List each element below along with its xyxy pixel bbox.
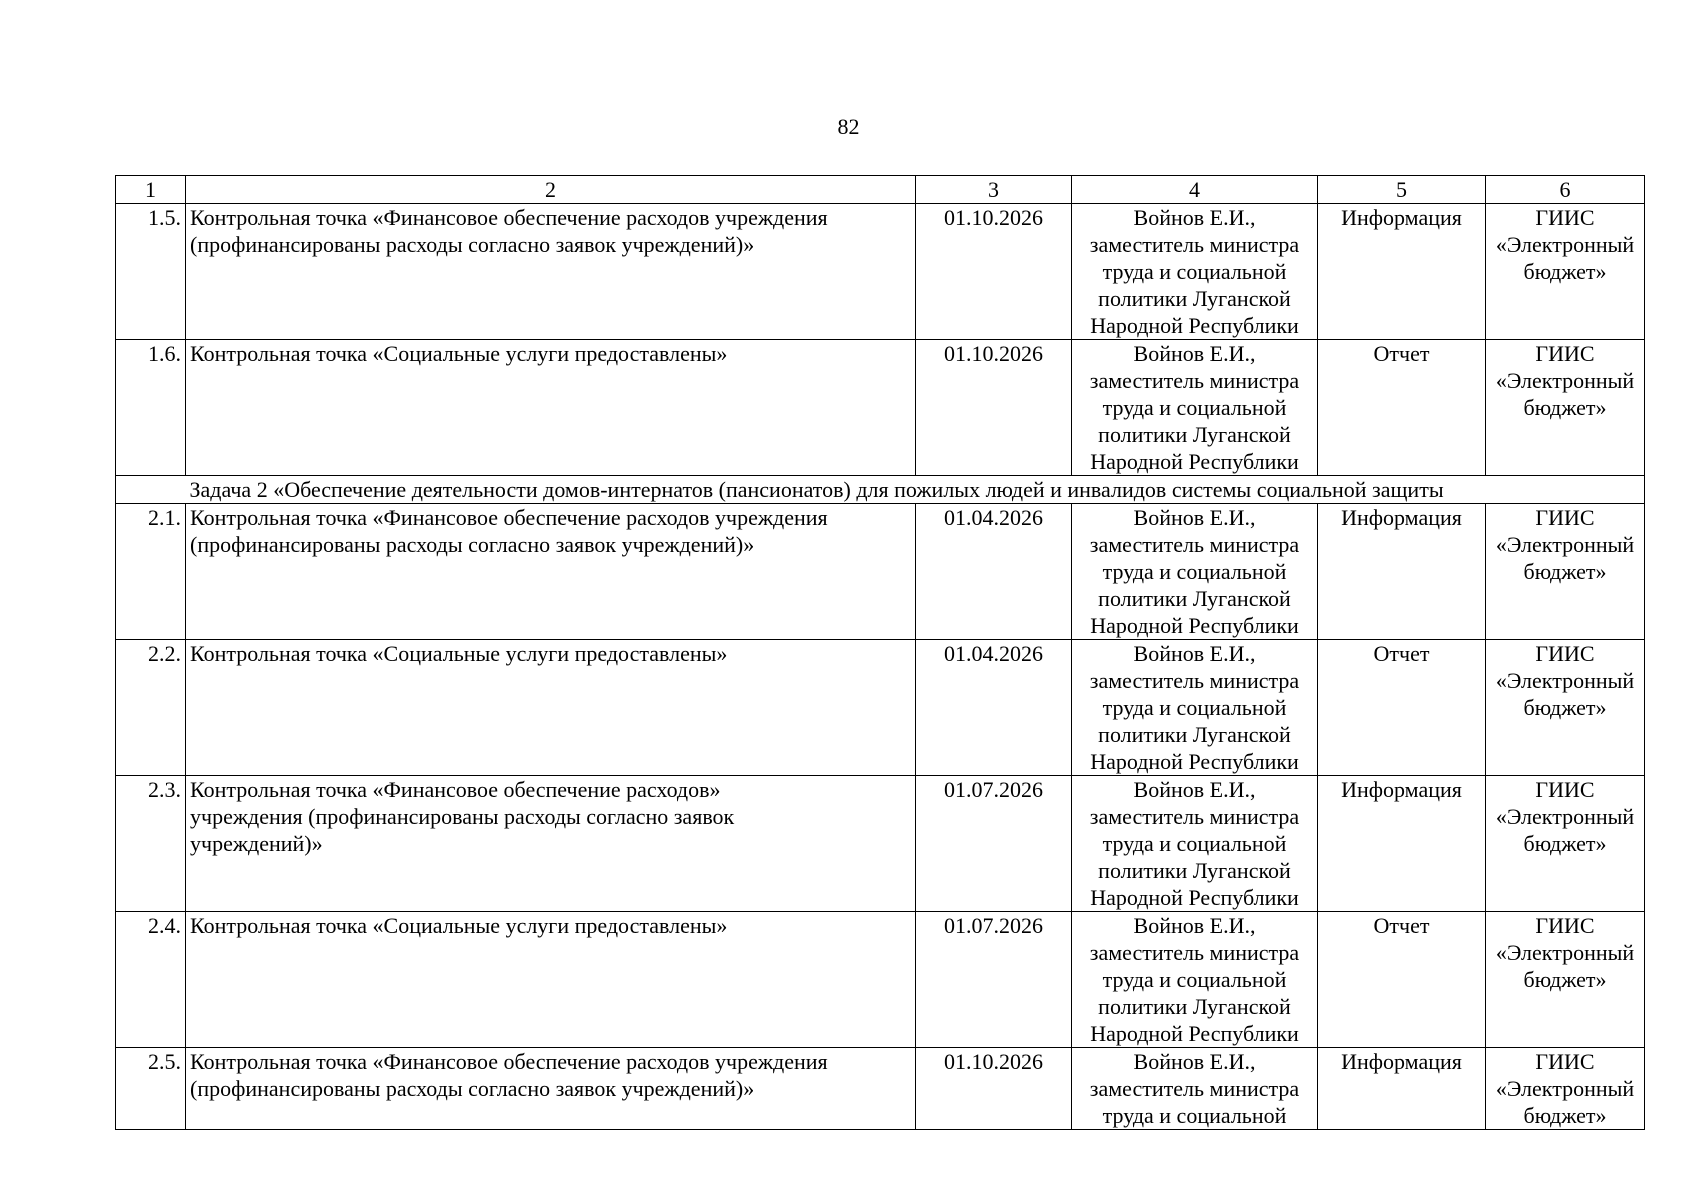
document-type: Отчет — [1318, 912, 1486, 1048]
responsible-person-line: Народной Республики — [1090, 313, 1299, 338]
responsible-person-line: Народной Республики — [1090, 613, 1299, 638]
deadline-date: 01.07.2026 — [916, 912, 1072, 1048]
table-row — [116, 1048, 1645, 1130]
responsible-person-line: политики Луганской — [1098, 586, 1291, 611]
table-row — [116, 912, 1645, 1048]
control-point-name — [186, 1048, 916, 1130]
control-point-name — [186, 912, 916, 1048]
responsible-person — [1072, 340, 1318, 476]
control-point-name-line: Контрольная точка «Социальные услуги предоставлены» — [190, 641, 728, 666]
responsible-person — [1072, 640, 1318, 776]
information-system-line: «Электронный — [1495, 1076, 1635, 1101]
information-system — [1486, 1048, 1645, 1130]
document-type: Информация — [1318, 204, 1486, 340]
information-system-line: «Электронный — [1495, 532, 1635, 557]
information-system — [1486, 776, 1645, 912]
control-point-name-line: (профинансированы расходы согласно заявок учреждений)» — [190, 1076, 755, 1101]
row-number: 2.2. — [116, 640, 186, 776]
information-system-line: «Электронный — [1495, 232, 1635, 257]
information-system-line: ГИИС — [1535, 641, 1595, 666]
control-points-table — [115, 175, 1645, 1130]
column-number: 5 — [1318, 176, 1486, 204]
information-system — [1486, 504, 1645, 640]
information-system-line: «Электронный — [1495, 368, 1635, 393]
responsible-person-line: заместитель министра — [1089, 804, 1300, 829]
control-point-name-line: Контрольная точка «Финансовое обеспечение расходов учреждения — [190, 1049, 828, 1074]
responsible-person-line: заместитель министра — [1089, 232, 1300, 257]
responsible-person-line: труда и социальной — [1102, 831, 1287, 856]
responsible-person-line: Войнов Е.И., — [1133, 777, 1256, 802]
information-system-line: ГИИС — [1535, 341, 1595, 366]
information-system-line: бюджет» — [1523, 1103, 1607, 1128]
deadline-date: 01.07.2026 — [916, 776, 1072, 912]
responsible-person-line: труда и социальной — [1102, 259, 1287, 284]
column-number: 6 — [1486, 176, 1645, 204]
information-system-line: «Электронный — [1495, 940, 1635, 965]
row-number: 1.5. — [116, 204, 186, 340]
document-type: Информация — [1318, 1048, 1486, 1130]
information-system-line: бюджет» — [1523, 395, 1607, 420]
responsible-person-line: труда и социальной — [1102, 695, 1287, 720]
information-system-line: ГИИС — [1535, 777, 1595, 802]
information-system-line: ГИИС — [1535, 505, 1595, 530]
task-number-cell — [116, 476, 186, 504]
information-system-line: бюджет» — [1523, 259, 1607, 284]
control-point-name — [186, 340, 916, 476]
control-point-name-line: Контрольная точка «Социальные услуги предоставлены» — [190, 341, 728, 366]
responsible-person-line: Народной Республики — [1090, 1021, 1299, 1046]
information-system-line: ГИИС — [1535, 1049, 1595, 1074]
responsible-person-line: Войнов Е.И., — [1133, 505, 1256, 530]
page-number: 82 — [837, 114, 860, 139]
responsible-person — [1072, 912, 1318, 1048]
responsible-person-line: Войнов Е.И., — [1133, 341, 1256, 366]
table-row — [116, 640, 1645, 776]
responsible-person-line: политики Луганской — [1098, 722, 1291, 747]
deadline-date: 01.10.2026 — [916, 1048, 1072, 1130]
control-point-name — [186, 640, 916, 776]
responsible-person — [1072, 504, 1318, 640]
responsible-person-line: Народной Республики — [1090, 885, 1299, 910]
information-system — [1486, 340, 1645, 476]
column-number: 2 — [186, 176, 916, 204]
deadline-date: 01.04.2026 — [916, 504, 1072, 640]
task-title: Задача 2 «Обеспечение деятельности домов-интернатов (пансионатов) для пожилых людей и инвалидов системы социальной защиты — [186, 476, 1645, 504]
table-row — [116, 340, 1645, 476]
responsible-person-line: Войнов Е.И., — [1133, 205, 1256, 230]
responsible-person-line: труда и социальной — [1102, 967, 1287, 992]
document-type: Информация — [1318, 504, 1486, 640]
control-point-name-line: Контрольная точка «Социальные услуги предоставлены» — [190, 913, 728, 938]
responsible-person-line: труда и социальной — [1102, 1103, 1287, 1128]
deadline-date: 01.10.2026 — [916, 340, 1072, 476]
information-system-line: бюджет» — [1523, 967, 1607, 992]
information-system-line: «Электронный — [1495, 804, 1635, 829]
responsible-person-line: труда и социальной — [1102, 395, 1287, 420]
responsible-person-line: политики Луганской — [1098, 858, 1291, 883]
control-point-name-line: Контрольная точка «Финансовое обеспечение расходов учреждения — [190, 505, 828, 530]
deadline-date: 01.04.2026 — [916, 640, 1072, 776]
row-number: 1.6. — [116, 340, 186, 476]
responsible-person-line: Народной Республики — [1090, 749, 1299, 774]
table-row — [116, 776, 1645, 912]
column-number: 3 — [916, 176, 1072, 204]
responsible-person-line: заместитель министра — [1089, 532, 1300, 557]
responsible-person — [1072, 1048, 1318, 1130]
column-number: 4 — [1072, 176, 1318, 204]
control-point-name-line: Контрольная точка «Финансовое обеспечение расходов» — [190, 777, 721, 802]
responsible-person-line: труда и социальной — [1102, 559, 1287, 584]
information-system — [1486, 204, 1645, 340]
control-point-name — [186, 776, 916, 912]
document-type: Отчет — [1318, 640, 1486, 776]
table-row — [116, 504, 1645, 640]
responsible-person — [1072, 776, 1318, 912]
row-number: 2.4. — [116, 912, 186, 1048]
control-point-name-line: (профинансированы расходы согласно заявок учреждений)» — [190, 232, 755, 257]
table-row — [116, 204, 1645, 340]
responsible-person-line: заместитель министра — [1089, 940, 1300, 965]
information-system — [1486, 640, 1645, 776]
row-number: 2.1. — [116, 504, 186, 640]
responsible-person-line: политики Луганской — [1098, 422, 1291, 447]
control-point-name-line: (профинансированы расходы согласно заявок учреждений)» — [190, 532, 755, 557]
column-number: 1 — [116, 176, 186, 204]
information-system-line: «Электронный — [1495, 668, 1635, 693]
responsible-person-line: заместитель министра — [1089, 668, 1300, 693]
responsible-person-line: политики Луганской — [1098, 286, 1291, 311]
responsible-person-line: Войнов Е.И., — [1133, 641, 1256, 666]
responsible-person-line: политики Луганской — [1098, 994, 1291, 1019]
column-number-row — [116, 176, 1645, 204]
control-point-name-line: учреждений)» — [190, 831, 323, 856]
responsible-person — [1072, 204, 1318, 340]
deadline-date: 01.10.2026 — [916, 204, 1072, 340]
responsible-person-line: Народной Республики — [1090, 449, 1299, 474]
document-type: Информация — [1318, 776, 1486, 912]
control-point-name — [186, 504, 916, 640]
information-system-line: ГИИС — [1535, 205, 1595, 230]
document-type: Отчет — [1318, 340, 1486, 476]
information-system-line: бюджет» — [1523, 559, 1607, 584]
control-point-name — [186, 204, 916, 340]
information-system-line: бюджет» — [1523, 695, 1607, 720]
row-number: 2.5. — [116, 1048, 186, 1130]
information-system-line: бюджет» — [1523, 831, 1607, 856]
control-point-name-line: учреждения (профинансированы расходы согласно заявок — [190, 804, 735, 829]
control-point-name-line: Контрольная точка «Финансовое обеспечение расходов учреждения — [190, 205, 828, 230]
responsible-person-line: Войнов Е.И., — [1133, 1049, 1256, 1074]
responsible-person-line: заместитель министра — [1089, 1076, 1300, 1101]
information-system-line: ГИИС — [1535, 913, 1595, 938]
information-system — [1486, 912, 1645, 1048]
responsible-person-line: Войнов Е.И., — [1133, 913, 1256, 938]
row-number: 2.3. — [116, 776, 186, 912]
task-row — [116, 476, 1645, 504]
responsible-person-line: заместитель министра — [1089, 368, 1300, 393]
